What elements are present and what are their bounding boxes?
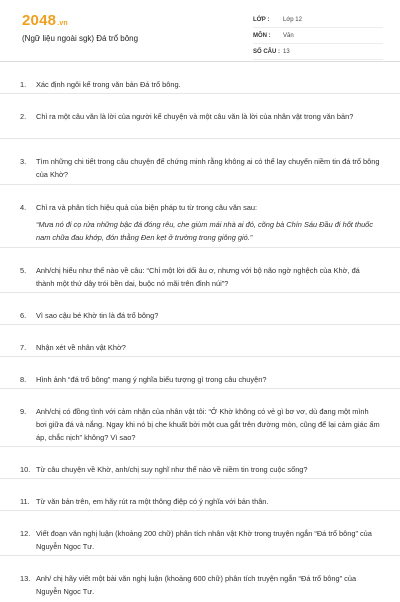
question-number: 13.: [20, 574, 31, 583]
meta-key: LỚP :: [253, 16, 270, 23]
question-text: Xác định ngôi kể trong văn bản Đá trổ bông.: [36, 80, 181, 89]
question-number: 6.: [20, 311, 27, 320]
question-item: [0, 511, 400, 556]
meta-row-count: [253, 44, 383, 60]
question-number: 8.: [20, 375, 27, 384]
question-item: [0, 139, 400, 185]
question-text: Anh/ chị hãy viết một bài văn nghị luận (khoảng 600 chữ) phân tích truyện ngắn “Đá trổ bông” của Nguyễn Ngọc Tư.: [36, 574, 357, 596]
question-number: 10.: [20, 465, 31, 474]
logo-text: 2048: [22, 12, 57, 29]
question-item: [0, 447, 400, 479]
question-item: [0, 479, 400, 511]
question-item: [0, 389, 400, 447]
question-number: 9.: [20, 407, 27, 416]
meta-row-class: [253, 12, 383, 28]
meta-value: Lớp 12: [283, 16, 302, 23]
question-text: Hình ảnh “đá trổ bông” mang ý nghĩa biểu tượng gì trong câu chuyện?: [36, 375, 267, 384]
question-text: Chỉ ra một câu văn là lời của người kể chuyện và một câu văn là lời của nhân vật trong văn bản?: [36, 112, 354, 121]
question-item: [0, 185, 400, 248]
meta-value: 13: [283, 48, 290, 55]
meta-key: MÔN :: [253, 32, 271, 39]
question-number: 3.: [20, 157, 27, 166]
question-item: [0, 556, 400, 602]
meta-info: [253, 12, 383, 60]
question-text: Từ câu chuyện về Khờ, anh/chị suy nghĩ như thế nào về niềm tin trong cuộc sống?: [36, 465, 308, 474]
question-number: 12.: [20, 529, 31, 538]
question-number: 4.: [20, 203, 27, 212]
meta-key: SỐ CÂU :: [253, 48, 280, 55]
question-number: 1.: [20, 80, 27, 89]
question-item: [0, 62, 400, 94]
question-number: 7.: [20, 343, 27, 352]
question-item: [0, 357, 400, 389]
header: [0, 0, 400, 62]
site-logo[interactable]: [22, 12, 68, 29]
question-item: [0, 94, 400, 139]
question-number: 11.: [20, 497, 30, 506]
question-quote: “Mưa nó đi cọ rửa những bậc đá đóng rêu, che giùm mái nhà ai đó, cõng bà Chín Sáu Đầu đi hốt thuốc nam chữa đau khớp, đón thằng Đen kẹt ở trường trong giông gió.”: [36, 220, 373, 242]
question-item: [0, 248, 400, 293]
question-text: Anh/chị có đồng tình với cảm nhận của nhân vật tôi: “Ở Khờ không có vẻ gì bơ vơ, dù đang một mình bơi giữa đá và nắng. Ngay khi nó bị che khuất bởi một cua gắt trên đường mòn, cũng để lại cảm giác ấm áp, chắc nịch” không? Vì sao?: [36, 407, 380, 442]
question-text: Chỉ ra và phân tích hiệu quả của biện pháp tu từ trong câu văn sau:: [36, 203, 258, 212]
logo-suffix: .vn: [57, 20, 68, 27]
question-text: Tìm những chi tiết trong câu chuyện để chứng minh rằng không ai có thể lay chuyển niềm tin đá trổ bông của Khờ?: [36, 157, 380, 179]
question-text: Nhận xét về nhân vật Khờ?: [36, 343, 126, 352]
question-text: Vì sao cậu bé Khờ tin là đá trổ bông?: [36, 311, 159, 320]
question-number: 5.: [20, 266, 27, 275]
question-text: Anh/chị hiểu như thế nào về câu: “Chỉ một lời dối âu ơ, nhưng với bộ não ngờ nghệch của Khờ, đá thành một thứ dây trói bền dai, buộc nó mãi trên đỉnh núi”?: [36, 266, 360, 288]
question-list: [0, 62, 400, 602]
meta-row-subject: [253, 28, 383, 44]
question-item: [0, 293, 400, 325]
document-title: (Ngữ liệu ngoài sgk) Đá trổ bông: [22, 34, 139, 43]
question-number: 2.: [20, 112, 27, 121]
question-item: [0, 325, 400, 357]
question-text: Viết đoạn văn nghị luận (khoảng 200 chữ) phân tích nhân vật Khờ trong truyện ngắn “Đá trổ bông” của Nguyễn Ngọc Tư.: [36, 529, 372, 551]
meta-value: Văn: [283, 32, 294, 39]
question-text: Từ văn bản trên, em hãy rút ra một thông điệp có ý nghĩa với bản thân.: [36, 497, 269, 506]
